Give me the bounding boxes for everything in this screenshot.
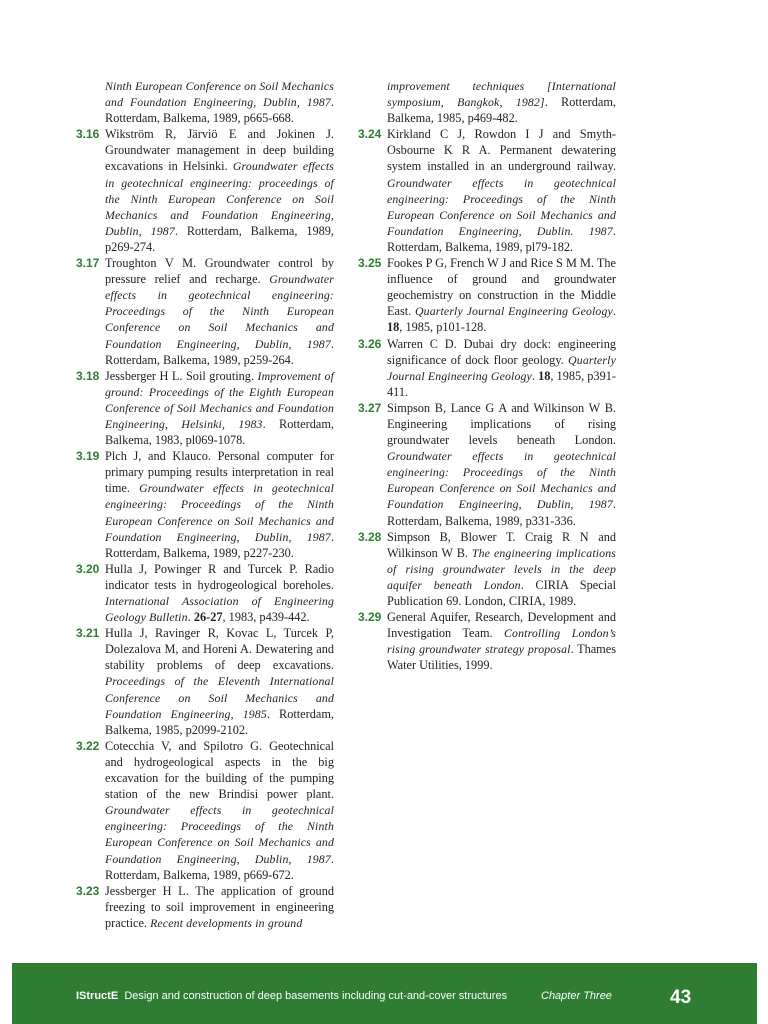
reference-entry [76,126,334,255]
footer-brand: IStructE [76,990,119,1002]
italic-title: Groundwater effects in geotechnical engineering: Proceedings of the Ninth European Conference on Soil Mechanics and Foundation Engineering, Dublin, 1987 [105,481,335,544]
reference-entry [76,448,334,561]
reference-continuation [358,78,616,126]
reference-text: Wikström R, Järviö E and Jokinen J. Groundwater management in deep building excavations in Helsinki. [105,127,334,174]
reference-text: . Rotterdam, Balkema, 1989, p269-274. [105,223,335,254]
reference-number: 3.26 [358,336,382,351]
reference-entry [358,255,616,335]
footer-title-line [76,990,507,1002]
reference-text: Simpson B, Blower T. Craig R N and Wilkinson W B. [387,529,616,560]
italic-title: Ninth European Conference on Soil Mechanics and Foundation Engineering, Dublin, 1987 [105,79,334,110]
reference-text: . Rotterdam, Balkema, 1983, pl069-1078. [105,416,334,448]
reference-number: 3.17 [76,256,100,271]
italic-title: Groundwater effects in geotechnical engineering: Proceedings of the Ninth European Conference on Soil Mechanics and Foundation Engineering, Dublin. 1987 [387,175,616,238]
reference-entry [76,561,334,625]
right-column [358,78,616,673]
reference-text: . Rotterdam, Balkema, 1989, pl79-182. [387,223,616,254]
volume-number: 18 [538,368,551,383]
italic-title: Quarterly Journal Engineering Geology [387,352,616,383]
italic-title: Improvement of ground: Proceedings of the Eighth European Conference of Soil Mechanics and Foundation Engineering, Helsinki, 1983 [105,368,335,431]
volume-number: 26-27 [193,610,223,625]
reference-text: . [187,610,194,625]
italic-title: Groundwater effects in geotechnical engineering: proceedings of the Ninth European Conference on Soil Mechanics and Foundation Engineering, Dublin, 1987 [105,159,334,238]
reference-entry [76,625,334,738]
reference-text: Troughton V M. Groundwater control by pressure relief and recharge. [105,256,334,287]
italic-title: Groundwater effects in geotechnical engineering: Proceedings of the Ninth European Conference on Soil Mechanics and Foundation Engineering, Dublin, 1987 [387,449,616,512]
italic-title: International Association of Engineering Geology Bulletin [105,594,334,625]
reference-number: 3.25 [358,256,382,271]
italic-title: The engineering implications of rising groundwater levels in the deep aquifer beneath London [387,545,617,592]
reference-text: , 1985, p101-128. [399,320,487,335]
reference-text: Plch J, and Klauco. Personal computer for primary pumping results interpretation in real time. [105,449,334,496]
page-number: 43 [670,987,692,1008]
reference-text: Jessberger H L. Soil grouting. [105,368,258,383]
reference-number: 3.29 [358,610,382,625]
footer-chapter: Chapter Three [541,990,612,1002]
reference-number: 3.24 [358,127,382,142]
reference-text: , 1985, p391-411. [387,368,616,399]
reference-entry [76,368,334,448]
italic-title: Controlling London’s rising groundwater strategy proposal [387,626,616,657]
reference-text: Simpson B, Lance G A and Wilkinson W B. Engineering implications of rising groundwater levels beneath London. [387,400,616,448]
italic-title: Proceedings of the Eleventh International Conference on Soil Mechanics and Foundation Engineering, 1985 [105,674,334,721]
reference-number: 3.27 [358,400,382,415]
reference-number: 3.16 [76,127,100,142]
reference-number: 3.18 [76,368,100,383]
reference-text: . Rotterdam, Balkema, 1989, p227-230. [105,529,334,560]
reference-text: Hulla J, Ravinger R, Kovac L, Turcek P, Dolezalova M, and Horeni A. Dewatering and stability problems of deep excavations. [105,626,334,673]
reference-entry [358,126,616,255]
reference-entry [358,609,616,673]
reference-text: . Rotterdam, Balkema, 1989, p669-672. [105,851,334,882]
reference-entry [358,336,616,400]
reference-text: . [612,304,616,319]
reference-text: . Rotterdam, Balkema, 1989, p665-668. [105,95,334,126]
volume-number: 18 [387,320,400,335]
reference-text: General Aquifer, Research, Development and Investigation Team. [387,610,616,641]
footer-title: Design and construction of deep basements including cut-and-cover structures [124,990,508,1002]
reference-text: . Rotterdam, Balkema, 1985, p2099-2102. [105,706,334,737]
reference-number: 3.22 [76,738,100,753]
italic-title: Groundwater effects in geotechnical engineering: Proceedings of the Ninth European Conference on Soil Mechanics and Foundation Engineering, Dublin, 1987 [105,272,334,351]
reference-number: 3.28 [358,529,382,544]
reference-text: . Rotterdam, Balkema, 1989, p259-264. [105,336,334,367]
reference-text: . CIRIA Special Publication 69. London, CIRIA, 1989. [387,577,616,608]
reference-text: Fookes P G, French W J and Rice S M M. The influence of ground and groundwater geochemistry on construction in the Middle East. [387,256,616,319]
italic-title: Recent developments in ground [150,915,303,930]
italic-title: Quarterly Journal Engineering Geology [415,304,613,319]
reference-entry [358,529,616,609]
italic-title: Groundwater effects in geotechnical engineering: Proceedings of the Ninth European Conference on Soil Mechanics and Foundation Engineering, Dublin, 1987 [105,803,334,866]
page-footer [12,963,757,1024]
reference-text: Warren C D. Dubai dry dock: engineering significance of dock floor geology. [387,336,616,367]
reference-number: 3.21 [76,626,100,641]
reference-continuation [76,78,334,126]
reference-text: . Rotterdam, Balkema, 1989, p331-336. [387,497,616,528]
italic-title: improvement techniques [International symposium, Bangkok, 1982] [387,79,616,110]
reference-text: , 1983, p439-442. [222,610,310,625]
reference-number: 3.19 [76,449,100,464]
reference-number: 3.23 [76,883,100,898]
reference-text: Kirkland C J, Rowdon I J and Smyth-Osbourne K R A. Permanent dewatering system installed in an underground railway. [387,127,616,174]
reference-entry [76,883,334,931]
reference-text: Hulla J, Powinger R and Turcek P. Radio indicator tests in hydrogeological boreholes. [105,561,334,592]
reference-text: . [531,368,539,383]
reference-text: Cotecchia V, and Spilotro G. Geotechnical and hydrogeological aspects in the big excavation for the building of the pumping station of the new Brindisi power plant. [105,738,334,802]
reference-text: . Rotterdam, Balkema, 1985, p469-482. [387,95,616,126]
reference-text: . Thames Water Utilities, 1999. [387,642,616,673]
reference-text: Jessberger H L. The application of ground freezing to soil improvement in engineering practice. [105,883,334,930]
reference-entry [76,738,334,883]
reference-entry [358,400,616,529]
reference-entry [76,255,334,368]
reference-number: 3.20 [76,561,100,576]
left-column [76,78,334,931]
